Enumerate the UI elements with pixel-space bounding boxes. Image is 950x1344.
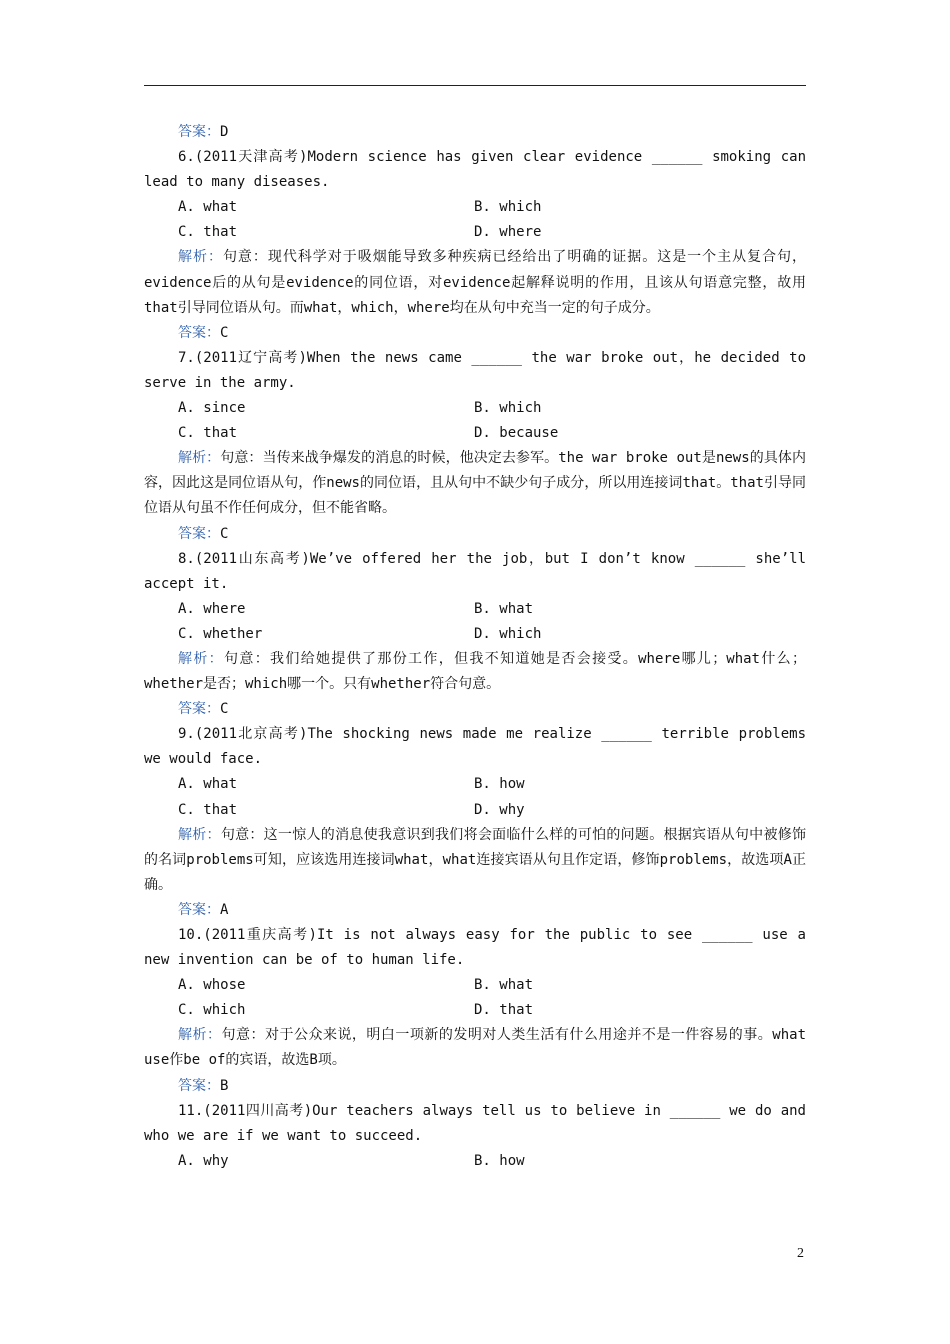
option-left: C. that (178, 801, 238, 818)
option-right: B. what (474, 600, 534, 617)
answer-value: A (220, 901, 229, 918)
answer-line (144, 898, 806, 923)
question-text: 10.(2011重庆高考)It is not always easy for the public to see ______ use a new invention can be of to human life. (144, 927, 806, 969)
question-text: 11.(2011四川高考)Our teachers always tell us to believe in ______ we do and who we are if we want to succeed. (144, 1102, 806, 1144)
question-text: 8.(2011山东高考)We’ve offered her the job，but I don’t know ______ she’ll accept it. (144, 550, 806, 592)
explanation-body: 句意：这一惊人的消息使我意识到我们将会面临什么样的可怕的问题。根据宾语从句中被修饰的名词problems可知，应该选用连接词what，what连接宾语从句且作定语，修饰problems，故选项A正确。 (144, 826, 807, 893)
answer-label: 答案： (178, 1077, 220, 1094)
option-left: C. that (178, 425, 238, 442)
option-row (144, 421, 806, 446)
explanation-text (144, 647, 806, 697)
option-right: B. how (474, 776, 525, 793)
answer-line (144, 120, 806, 145)
explanation-body: 句意：我们给她提供了那份工作，但我不知道她是否会接受。where哪儿；what什么；whether是否；which哪一个。只有whether符合句意。 (144, 650, 807, 693)
answer-label: 答案： (178, 124, 220, 140)
option-left: A. whose (178, 977, 246, 994)
explanation-label: 解析： (178, 826, 221, 843)
answer-value: C (220, 525, 229, 542)
answer-value: C (220, 701, 229, 718)
explanation-text (144, 446, 806, 521)
option-right: D. where (474, 224, 542, 241)
option-row (144, 597, 806, 622)
option-row (144, 1149, 806, 1174)
option-left: A. why (178, 1152, 229, 1169)
option-left: A. where (178, 600, 246, 617)
answer-label: 答案： (178, 701, 220, 718)
answer-value: B (220, 1077, 229, 1094)
option-right: B. which (474, 199, 542, 216)
explanation-body: 句意：对于公众来说，明白一项新的发明对人类生活有什么用途并不是一件容易的事。what use作be of的宾语，故选B项。 (144, 1027, 806, 1069)
option-left: C. whether (178, 625, 263, 642)
explanation-label: 解析： (178, 1027, 222, 1044)
option-row (144, 973, 806, 998)
option-row (144, 220, 806, 245)
answer-value: D (220, 124, 229, 140)
explanation-label: 解析： (178, 249, 223, 266)
option-row (144, 195, 806, 220)
option-right: D. why (474, 801, 525, 818)
header-rule (144, 85, 806, 86)
option-right: B. which (474, 400, 542, 417)
option-right: B. how (474, 1152, 525, 1169)
option-right: B. what (474, 977, 534, 994)
question-text: 6.(2011天津高考)Modern science has given clear evidence ______ smoking can lead to many diseases. (144, 149, 806, 191)
page-number: 2 (797, 1246, 804, 1261)
option-left: C. which (178, 1002, 246, 1019)
option-left: A. what (178, 776, 238, 793)
option-row (144, 772, 806, 797)
question-text: 7.(2011辽宁高考)When the news came ______ the war broke out，he decided to serve in the army. (144, 349, 806, 391)
answer-line (144, 522, 806, 547)
answer-label: 答案： (178, 525, 220, 542)
option-row (144, 998, 806, 1023)
explanation-text (144, 245, 806, 320)
page-content (144, 120, 806, 1174)
answer-line (144, 697, 806, 722)
answer-line (144, 1074, 806, 1099)
explanation-label: 解析： (178, 450, 221, 467)
answer-label: 答案： (178, 901, 220, 918)
option-row (144, 798, 806, 823)
answer-label: 答案： (178, 324, 220, 341)
option-left: C. that (178, 224, 238, 241)
option-row (144, 622, 806, 647)
option-row (144, 396, 806, 421)
explanation-text (144, 823, 806, 898)
answer-line (144, 321, 806, 346)
explanation-body: 句意：当传来战争爆发的消息的时候，他决定去参军。the war broke out是news的具体内容，因此这是同位语从句，作news的同位语，且从句中不缺少句子成分，所以用连接词that。that引导同位语从句虽不作任何成分，但不能省略。 (144, 450, 806, 517)
option-right: D. that (474, 1002, 534, 1019)
option-right: D. because (474, 425, 559, 442)
option-left: A. what (178, 199, 238, 216)
option-right: D. which (474, 625, 542, 642)
question-text: 9.(2011北京高考)The shocking news made me realize ______ terrible problems we would face. (144, 726, 806, 768)
explanation-text (144, 1023, 806, 1073)
option-left: A. since (178, 400, 246, 417)
explanation-label: 解析： (178, 650, 225, 667)
explanation-body: 句意：现代科学对于吸烟能导致多种疾病已经给出了明确的证据。这是一个主从复合句，evidence后的从句是evidence的同位语，对evidence起解释说明的作用，且该从句语意完整，故用that引导同位语从句。而what，which，where均在从句中充当一定的句子成分。 (144, 249, 807, 316)
answer-value: C (220, 324, 229, 341)
